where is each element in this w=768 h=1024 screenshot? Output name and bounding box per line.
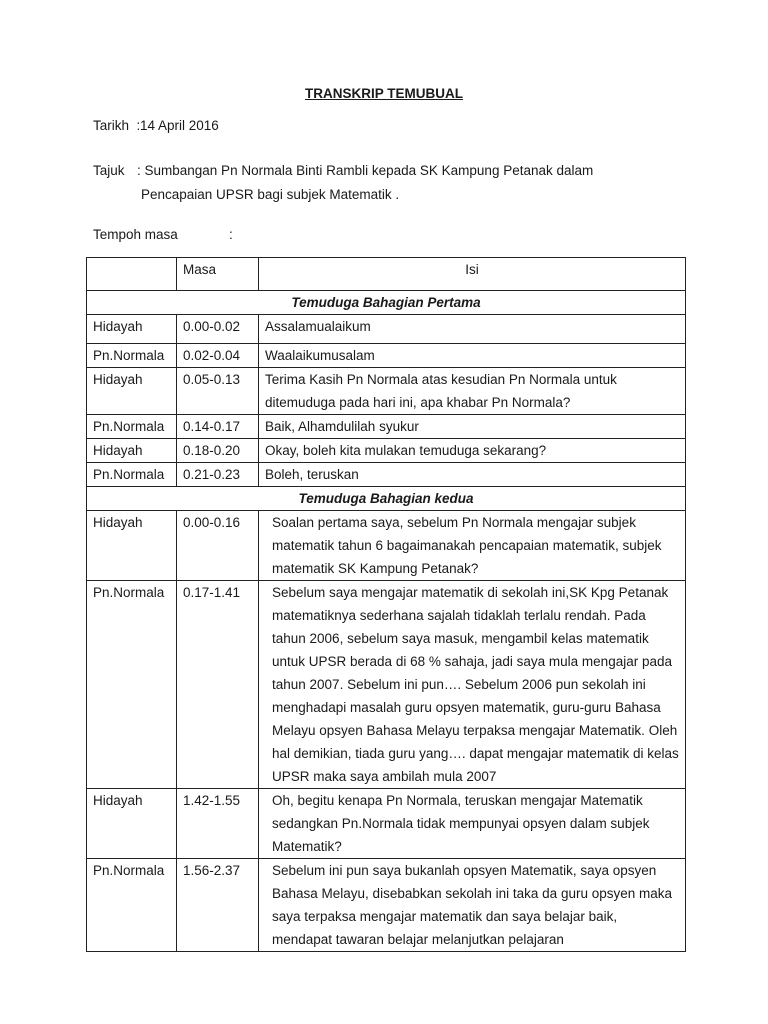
masa-cell: 1.56-2.37 — [177, 859, 259, 952]
table-row — [87, 344, 686, 368]
masa-cell: 0.18-0.20 — [177, 439, 259, 463]
tajuk-line-1: : Sumbangan Pn Normala Binti Rambli kepada SK Kampung Petanak dalam — [137, 163, 594, 178]
isi-cell: Sebelum ini pun saya bukanlah opsyen Matematik, saya opsyen Bahasa Melayu, disebabkan sekolah ini taka da guru opsyen maka saya terpaksa mengajar matematik dan saya belajar baik, mendapat tawaran belajar melanjutkan pelajaran — [259, 859, 686, 952]
speaker-cell: Pn.Normala — [87, 463, 177, 487]
speaker-cell: Pn.Normala — [87, 581, 177, 789]
document-title: TRANSKRIP TEMUBUAL — [305, 86, 463, 101]
speaker-cell: Pn.Normala — [87, 344, 177, 368]
isi-cell: Waalaikumusalam — [259, 344, 686, 368]
tempoh-field — [93, 227, 233, 242]
isi-cell: Boleh, teruskan — [259, 463, 686, 487]
masa-cell: 0.21-0.23 — [177, 463, 259, 487]
tempoh-separator: : — [229, 227, 233, 242]
tajuk-label: Tajuk — [93, 163, 125, 178]
table-row — [87, 789, 686, 859]
table-row — [87, 439, 686, 463]
isi-cell: Terima Kasih Pn Normala atas kesudian Pn Normala untuk ditemuduga pada hari ini, apa khabar Pn Normala? — [259, 368, 686, 415]
tarikh-field — [93, 118, 219, 133]
speaker-cell: Hidayah — [87, 439, 177, 463]
masa-cell: 0.00-0.16 — [177, 511, 259, 581]
section-row-1 — [87, 291, 686, 315]
speaker-cell: Pn.Normala — [87, 415, 177, 439]
isi-cell: Soalan pertama saya, sebelum Pn Normala mengajar subjek matematik tahun 6 bagaimanakah pencapaian matematik, subjek matematik SK Kampung Petanak? — [259, 511, 686, 581]
table-row — [87, 581, 686, 789]
table-row — [87, 859, 686, 952]
header-masa: Masa — [177, 258, 259, 291]
isi-cell: Sebelum saya mengajar matematik di sekolah ini,SK Kpg Petanak matematiknya sederhana sajalah tidaklah terlalu rendah. Pada tahun 2006, sebelum saya masuk, mengambil kelas matematik untuk UPSR berada di 68 % sahaja, jadi saya mula mengajar pada tahun 2007. Sebelum ini pun…. Sebelum 2006 pun sekolah ini menghadapi masalah guru opsyen matematik, guru-guru Bahasa Melayu opsyen Bahasa Melayu terpaksa mengajar Matematik. Oleh hal demikian, tiada guru yang…. dapat mengajar matematik di kelas UPSR maka saya ambilah mula 2007 — [259, 581, 686, 789]
masa-cell: 0.05-0.13 — [177, 368, 259, 415]
speaker-cell: Hidayah — [87, 315, 177, 344]
masa-cell: 0.17-1.41 — [177, 581, 259, 789]
section-row-2 — [87, 487, 686, 511]
header-speaker — [87, 258, 177, 291]
speaker-cell: Hidayah — [87, 368, 177, 415]
section-title-1: Temuduga Bahagian Pertama — [87, 291, 686, 315]
masa-cell: 0.02-0.04 — [177, 344, 259, 368]
tarikh-label: Tarikh : — [93, 118, 141, 133]
isi-cell: Baik, Alhamdulilah syukur — [259, 415, 686, 439]
transcript-table — [86, 257, 686, 952]
speaker-cell: Hidayah — [87, 789, 177, 859]
section-title-2: Temuduga Bahagian kedua — [87, 487, 686, 511]
isi-cell: Assalamualaikum — [259, 315, 686, 344]
table-header-row — [87, 258, 686, 291]
table-row — [87, 368, 686, 415]
tarikh-value: 14 April 2016 — [140, 118, 219, 133]
isi-cell: Okay, boleh kita mulakan temuduga sekarang? — [259, 439, 686, 463]
masa-cell: 0.00-0.02 — [177, 315, 259, 344]
table-row — [87, 511, 686, 581]
speaker-cell: Pn.Normala — [87, 859, 177, 952]
tempoh-label: Tempoh masa — [93, 227, 178, 242]
isi-cell: Oh, begitu kenapa Pn Normala, teruskan mengajar Matematik sedangkan Pn.Normala tidak mempunyai opsyen dalam subjek Matematik? — [259, 789, 686, 859]
tajuk-line-2: Pencapaian UPSR bagi subjek Matematik . — [141, 187, 400, 202]
masa-cell: 1.42-1.55 — [177, 789, 259, 859]
table-row — [87, 463, 686, 487]
table-row — [87, 315, 686, 344]
tajuk-field — [93, 163, 593, 178]
masa-cell: 0.14-0.17 — [177, 415, 259, 439]
header-isi: Isi — [259, 258, 686, 291]
speaker-cell: Hidayah — [87, 511, 177, 581]
table-row — [87, 415, 686, 439]
